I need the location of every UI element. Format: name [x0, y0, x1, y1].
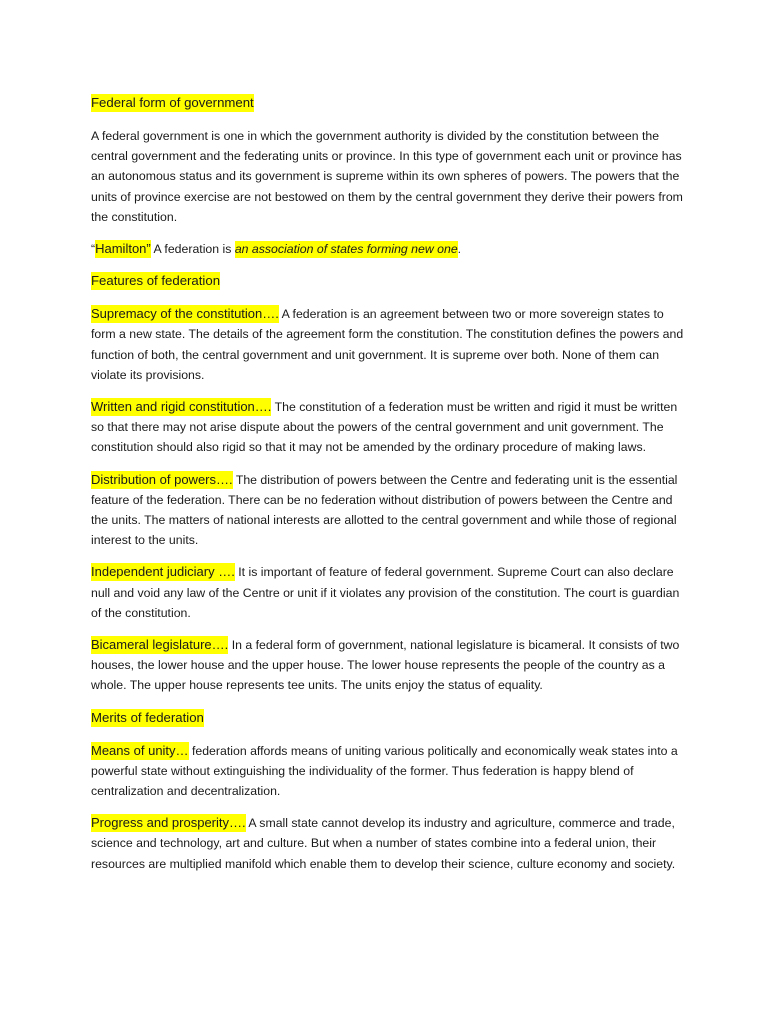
quote-open-mark: “	[91, 242, 96, 257]
feature-paragraph	[91, 635, 688, 696]
feature-text: The constitution of a federation must be written and rigid it must be written so that there may not arise dispute about the powers of the central government and unit government. The constitution should also rigid so that it may not be amended by the ordinary procedure of making laws.	[91, 400, 678, 455]
feature-text: A federation is an agreement between two or more sovereign states to form a new state. The details of the agreement form the constitution. The constitution defines the powers and function of both, the central government and unit government. It is supreme over both. None of them can violate its provisions.	[91, 307, 684, 382]
intro-paragraph: A federal government is one in which the government authority is divided by the constitution between the central government and the federating units or province. In this type of government each unit or province has an autonomous status and its government is supreme within its own spheres of powers. The powers that the units of province exercise are not bestowed on them by the central government they derive their powers from the constitution.	[91, 129, 683, 224]
merits-heading-text: Merits of federation	[91, 709, 204, 725]
feature-term: Written and rigid constitution….	[91, 399, 272, 415]
merits-heading	[91, 708, 688, 728]
merit-term: Progress and prosperity….	[91, 815, 246, 831]
quote-lead: A federation is	[150, 242, 235, 257]
merit-paragraph	[91, 741, 688, 802]
merit-paragraph	[91, 813, 688, 874]
merit-text: A small state cannot develop its industry and agriculture, commerce and trade, science and technology, art and culture. But when a number of states combine into a federal union, their resources are multiplied manifold which enable them to develop their science, culture economy and society.	[91, 816, 676, 871]
quote-emphasis: an association of states forming new one	[234, 242, 458, 257]
feature-term: Independent judiciary ….	[91, 564, 235, 580]
hamilton-quote	[91, 239, 688, 259]
feature-paragraph	[91, 304, 688, 385]
feature-text: In a federal form of government, national legislature is bicameral. It consists of two houses, the lower house and the upper house. The lower house represents the people of the country as a whole. The upper house represents tee units. The units enjoy the status of equality.	[91, 638, 680, 693]
feature-text: The distribution of powers between the Centre and federating unit is the essential feature of the federation. There can be no federation without distribution of powers between the Centre and the units. The matters of national interests are allotted to the central government and while those of regional interest to the units.	[91, 472, 678, 548]
quote-author: Hamilton”	[95, 241, 151, 257]
document-title	[91, 93, 688, 113]
features-heading-text: Features of federation	[91, 273, 221, 289]
feature-paragraph	[91, 562, 688, 623]
features-heading	[91, 271, 688, 291]
feature-term: Bicameral legislature….	[91, 637, 229, 653]
quote-end: .	[457, 242, 462, 257]
merit-text: federation affords means of uniting various politically and economically weak states into a powerful state without extinguishing the individuality of the former. Thus federation is happy blend of centralization and decentralization.	[91, 743, 678, 799]
feature-term: Supremacy of the constitution….	[91, 306, 279, 322]
feature-paragraph	[91, 470, 688, 551]
feature-term: Distribution of powers….	[91, 471, 233, 487]
feature-paragraph	[91, 397, 688, 458]
feature-text: It is important of feature of federal government. Supreme Court can also declare null and void any law of the Centre or unit if it violates any provision of the constitution. The court is guardian of the constitution.	[91, 565, 680, 620]
document-title-text: Federal form of government	[91, 95, 254, 110]
merit-term: Means of unity…	[91, 742, 189, 758]
